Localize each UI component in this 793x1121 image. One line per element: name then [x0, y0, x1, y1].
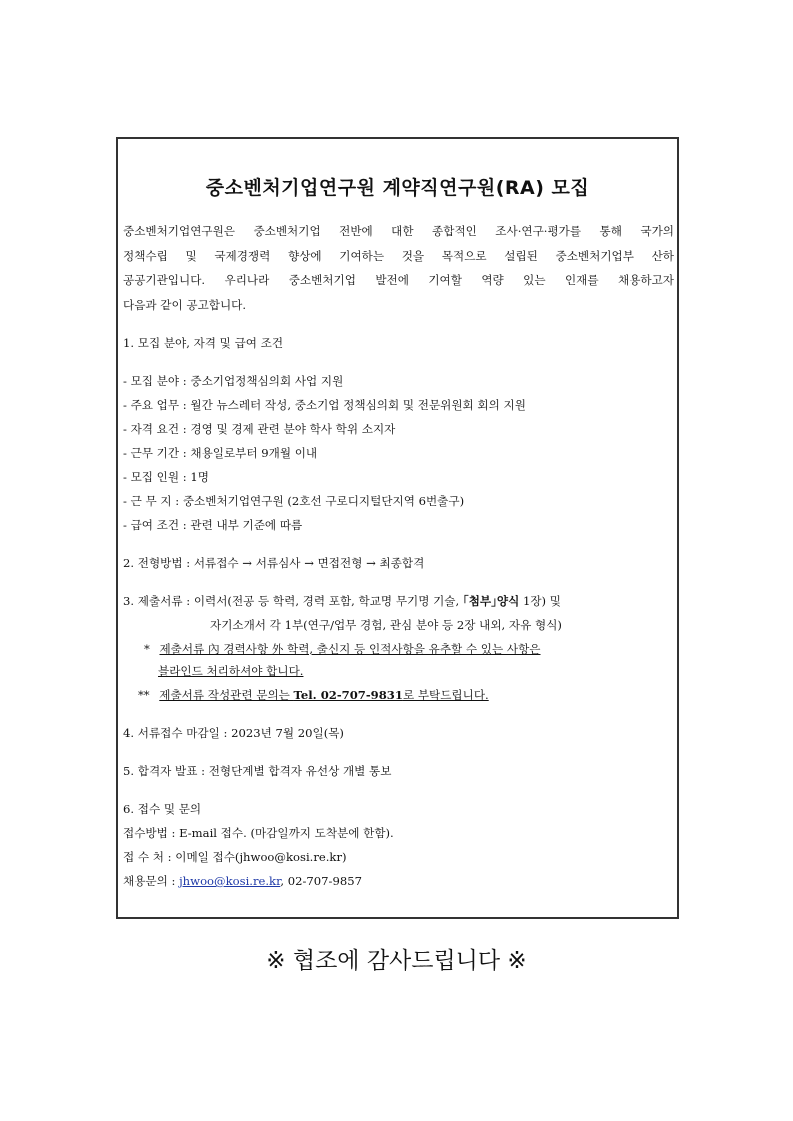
intro-line: 다음과 같이 공고합니다. — [123, 297, 247, 312]
note-1-text-b: 블라인드 처리하셔야 합니다. — [158, 664, 304, 678]
note-2 — [138, 687, 489, 703]
intro-line: 공공기관입니다. 우리나라 중소벤처기업 발전에 기여할 역량 있는 인재를 채용하고자 — [123, 273, 674, 288]
note-2-text — [159, 688, 488, 702]
attachment-form-label: ｢첨부｣양식 — [462, 594, 520, 608]
section-1-heading: 1. 모집 분야, 자격 및 급여 조건 — [123, 336, 284, 350]
submission-method: 접수방법 : E-mail 접수. (마감일까지 도착분에 한함). — [123, 826, 394, 840]
intro-paragraph — [123, 219, 674, 317]
contact-label: 채용문의 : — [123, 874, 180, 888]
intro-line: 중소벤처기업연구원은 중소벤처기업 전반에 대한 종합적인 조사·연구·평가를 통해 국가의 — [123, 224, 674, 238]
inquiry-phone: Tel. 02-707-9831 — [293, 688, 403, 702]
main-duty-item: - 주요 업무 : 월간 뉴스레터 작성, 중소기업 정책심의회 및 전문위원회 회의 지원 — [123, 398, 526, 412]
qualification-item: - 자격 요건 : 경영 및 경제 관련 분야 학사 학위 소지자 — [123, 422, 396, 436]
headcount-item: - 모집 인원 : 1명 — [123, 470, 209, 484]
section-2-selection: 2. 전형방법 : 서류접수 → 서류심사 → 면접전형 → 최종합격 — [123, 556, 425, 570]
work-location-item: - 근 무 지 : 중소벤처기업연구원 (2호선 구로디지털단지역 6번출구) — [123, 494, 465, 508]
documents-text-tail: 1장) 및 — [519, 594, 561, 608]
thanks-footer: ※ 협조에 감사드립니다 ※ — [266, 948, 527, 974]
submission-place: 접 수 처 : 이메일 접수(jhwoo@kosi.re.kr) — [123, 850, 347, 864]
note-1-text: 제출서류 內 경력사항 外 학력, 출신지 등 인적사항을 유추할 수 있는 사항은 — [159, 642, 541, 656]
note-1-mark: * — [144, 642, 150, 656]
contact-email-link[interactable]: jhwoo@kosi.re.kr — [179, 874, 281, 888]
section-5-announcement: 5. 합격자 발표 : 전형단계별 합격자 유선상 개별 통보 — [123, 764, 392, 778]
intro-line: 정책수립 및 국제경쟁력 향상에 기여하는 것을 목적으로 설립된 중소벤처기업부 산하 — [123, 248, 674, 263]
note-2-mark: ** — [138, 688, 150, 702]
salary-item: - 급여 조건 : 관련 내부 기준에 따름 — [123, 518, 303, 532]
note-2-suffix: 로 부탁드립니다. — [402, 688, 489, 702]
section-3-documents — [123, 593, 561, 609]
hiring-contact — [123, 873, 362, 889]
note-1 — [144, 641, 541, 657]
note-2-prefix: 제출서류 작성관련 문의는 — [159, 688, 294, 702]
page-title: 중소벤처기업연구원 계약직연구원(RA) 모집 — [205, 177, 590, 199]
work-period-item: - 근무 기간 : 채용일로부터 9개월 이내 — [123, 446, 318, 460]
documents-line-2: 자기소개서 각 1부(연구/업무 경험, 관심 분야 등 2장 내외, 자유 형식) — [210, 618, 562, 632]
section-6-heading: 6. 접수 및 문의 — [123, 802, 202, 816]
note-1-continued — [158, 663, 303, 679]
notice-box — [116, 137, 679, 919]
documents-text: 3. 제출서류 : 이력서(전공 등 학력, 경력 포함, 학교명 무기명 기술, — [123, 594, 463, 608]
recruit-field-item: - 모집 분야 : 중소기업정책심의회 사업 지원 — [123, 374, 344, 388]
contact-phone: , 02-707-9857 — [280, 874, 362, 888]
section-4-deadline: 4. 서류접수 마감일 : 2023년 7월 20일(목) — [123, 726, 344, 740]
